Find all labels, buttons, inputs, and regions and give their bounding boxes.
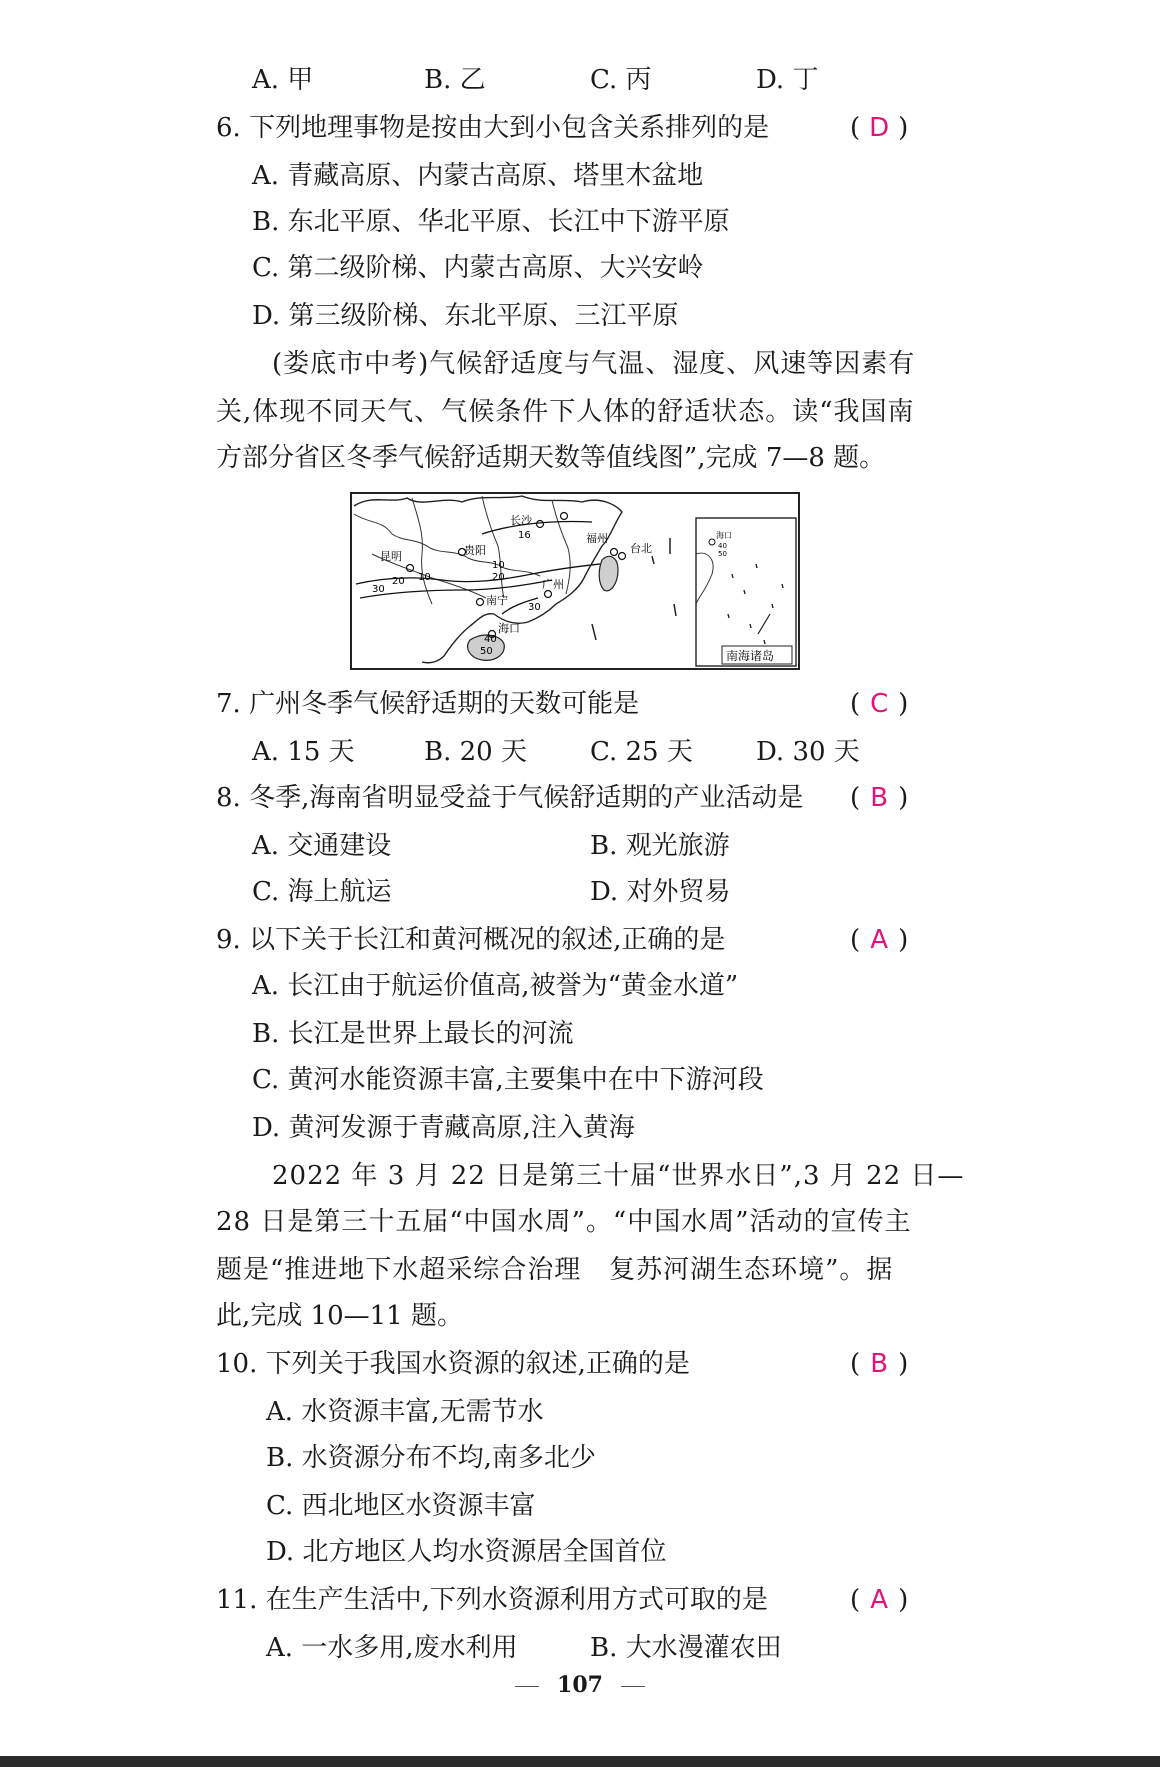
paren-close: ) bbox=[898, 113, 909, 143]
q7-answer: C bbox=[870, 689, 889, 719]
q7-answer-slot bbox=[850, 688, 908, 720]
q6-stem: 6. 下列地理事物是按由大到小包含关系排列的是 bbox=[216, 113, 770, 143]
q10-stem: 10. 下列关于我国水资源的叙述,正确的是 bbox=[216, 1349, 690, 1379]
passage1-line2: 关,体现不同天气、气候条件下人体的舒适状态。读“我国南 bbox=[216, 397, 915, 427]
city-label-kunming: 昆明 bbox=[380, 550, 402, 563]
isoline bbox=[360, 580, 552, 598]
paren-close: ) bbox=[898, 1585, 909, 1615]
q9-stem: 9. 以下关于长江和黄河概况的叙述,正确的是 bbox=[216, 925, 726, 955]
q7-option-d: D. 30 天 bbox=[756, 737, 860, 767]
q9-option-c: C. 黄河水能资源丰富,主要集中在中下游河段 bbox=[252, 1065, 764, 1095]
city-marker bbox=[619, 553, 626, 560]
isoline-value: 40 bbox=[484, 634, 497, 645]
south-sea-inset bbox=[696, 518, 796, 666]
page-footer bbox=[0, 1672, 1160, 1698]
q8-option-a: A. 交通建设 bbox=[252, 831, 392, 861]
q7-option-c: C. 25 天 bbox=[590, 737, 693, 767]
isoline-value: 50 bbox=[480, 646, 493, 657]
q6-option-a: A. 青藏高原、内蒙古高原、塔里木盆地 bbox=[252, 161, 704, 191]
climate-comfort-isoline-map bbox=[350, 492, 800, 670]
q8-option-b: B. 观光旅游 bbox=[590, 831, 730, 861]
inset-isoline-value: 40 bbox=[718, 542, 727, 550]
q11-option-a: A. 一水多用,废水利用 bbox=[266, 1633, 518, 1663]
isoline-value: 20 bbox=[492, 572, 505, 583]
q7-option-a: A. 15 天 bbox=[252, 737, 355, 767]
city-label-fuzhou: 福州 bbox=[586, 532, 608, 545]
q5-option-a: A. 甲 bbox=[252, 65, 314, 95]
q10-option-c: C. 西北地区水资源丰富 bbox=[266, 1491, 536, 1521]
inset-city-label: 海口 bbox=[716, 531, 732, 540]
map-drawing bbox=[352, 494, 798, 668]
q8-answer: B bbox=[870, 783, 889, 813]
q6-answer-slot bbox=[850, 112, 908, 144]
isoline-value: 30 bbox=[528, 602, 541, 613]
isoline-value: 30 bbox=[372, 584, 385, 595]
isoline-value: 20 bbox=[392, 576, 405, 587]
q8-stem: 8. 冬季,海南省明显受益于气候舒适期的产业活动是 bbox=[216, 783, 804, 813]
passage2-line2: 28 日是第三十五届“中国水周”。“中国水周”活动的宣传主 bbox=[216, 1207, 912, 1237]
passage2-line3: 题是“推进地下水超采综合治理 复苏河湖生态环境”。据 bbox=[216, 1255, 894, 1285]
q5-option-b: B. 乙 bbox=[424, 65, 486, 95]
city-marker bbox=[407, 565, 414, 572]
city-label-guangzhou: 广州 bbox=[542, 578, 564, 591]
paren-open: ( bbox=[850, 925, 861, 955]
q7-stem: 7. 广州冬季气候舒适期的天数可能是 bbox=[216, 689, 640, 719]
q5-option-c: C. 丙 bbox=[590, 65, 652, 95]
q11-answer-slot bbox=[850, 1584, 908, 1616]
q9-answer: A bbox=[870, 925, 889, 955]
passage2-line4: 此,完成 10—11 题。 bbox=[216, 1301, 463, 1331]
q6-option-b: B. 东北平原、华北平原、长江中下游平原 bbox=[252, 207, 730, 237]
q5-option-d: D. 丁 bbox=[756, 65, 819, 95]
province-border bbox=[412, 498, 432, 604]
paren-open: ( bbox=[850, 1585, 861, 1615]
q6-answer: D bbox=[869, 113, 890, 143]
paren-open: ( bbox=[850, 113, 861, 143]
q8-option-c: C. 海上航运 bbox=[252, 877, 392, 907]
city-marker bbox=[477, 599, 484, 606]
paren-close: ) bbox=[898, 783, 909, 813]
q11-answer: A bbox=[870, 1585, 889, 1615]
q10-answer: B bbox=[870, 1349, 889, 1379]
city-marker bbox=[611, 549, 618, 556]
passage1-line3: 方部分省区冬季气候舒适期天数等值线图”,完成 7—8 题。 bbox=[216, 443, 886, 473]
q10-option-d: D. 北方地区人均水资源居全国首位 bbox=[266, 1537, 667, 1567]
page-number: 107 bbox=[557, 1672, 603, 1698]
q9-answer-slot bbox=[850, 924, 908, 956]
q6-option-c: C. 第二级阶梯、内蒙古高原、大兴安岭 bbox=[252, 253, 704, 283]
q9-option-b: B. 长江是世界上最长的河流 bbox=[252, 1019, 574, 1049]
footer-dash-right bbox=[621, 1686, 645, 1687]
q11-stem: 11. 在生产生活中,下列水资源利用方式可取的是 bbox=[216, 1585, 768, 1615]
taiwan-island bbox=[599, 556, 618, 591]
isoline-value: 16 bbox=[518, 530, 531, 541]
q9-option-d: D. 黄河发源于青藏高原,注入黄海 bbox=[252, 1113, 635, 1143]
passage1-line1: (娄底市中考)气候舒适度与气温、湿度、风速等因素有 bbox=[272, 349, 916, 379]
city-label-guiyang: 贵阳 bbox=[464, 544, 486, 557]
q7-option-b: B. 20 天 bbox=[424, 737, 527, 767]
city-label-nanning: 南宁 bbox=[486, 594, 508, 607]
q11-option-b: B. 大水漫灌农田 bbox=[590, 1633, 782, 1663]
inset-label: 南海诸岛 bbox=[726, 649, 775, 663]
city-label-haikou: 海口 bbox=[498, 622, 520, 635]
bottom-edge-bar bbox=[0, 1756, 1160, 1767]
paren-open: ( bbox=[850, 783, 861, 813]
q8-option-d: D. 对外贸易 bbox=[590, 877, 731, 907]
q9-option-a: A. 长江由于航运价值高,被誉为“黄金水道” bbox=[252, 971, 739, 1001]
footer-dash-left bbox=[515, 1686, 539, 1687]
inset-isoline-value: 50 bbox=[718, 550, 727, 558]
city-marker bbox=[537, 521, 544, 528]
paren-open: ( bbox=[850, 1349, 861, 1379]
q10-option-b: B. 水资源分布不均,南多北少 bbox=[266, 1443, 596, 1473]
paren-close: ) bbox=[898, 689, 909, 719]
q10-option-a: A. 水资源丰富,无需节水 bbox=[266, 1397, 544, 1427]
paren-close: ) bbox=[898, 1349, 909, 1379]
paren-close: ) bbox=[898, 925, 909, 955]
passage2-line1: 2022 年 3 月 22 日是第三十届“世界水日”,3 月 22 日— bbox=[272, 1161, 965, 1191]
isoline-value: 10 bbox=[418, 572, 431, 583]
q8-answer-slot bbox=[850, 782, 908, 814]
isoline-value: 10 bbox=[492, 560, 505, 571]
city-label-taipei: 台北 bbox=[630, 542, 652, 555]
q6-option-d: D. 第三级阶梯、东北平原、三江平原 bbox=[252, 301, 679, 331]
paren-open: ( bbox=[850, 689, 861, 719]
city-marker bbox=[561, 513, 568, 520]
city-label-changsha: 长沙 bbox=[510, 514, 532, 527]
q10-answer-slot bbox=[850, 1348, 908, 1380]
city-marker bbox=[545, 591, 552, 598]
